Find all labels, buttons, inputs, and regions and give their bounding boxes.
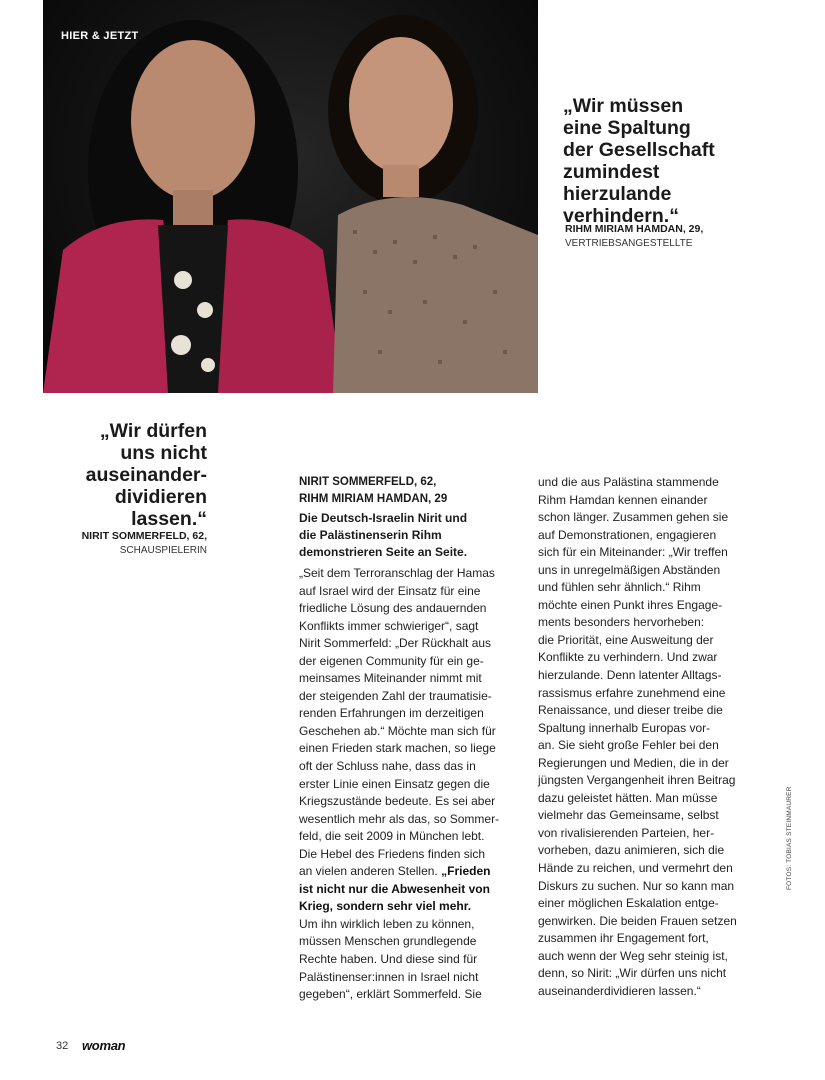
body-line: auch wenn der Weg sehr steinig ist,: [538, 948, 728, 963]
headline-line: RIHM MIRIAM HAMDAN, 29: [299, 493, 448, 505]
pull-quote-hamdan: [563, 95, 715, 227]
body-line: möchte einen Punkt ihres Engage-: [538, 597, 723, 612]
body-line: erster Linie einen Einsatz gegen die: [299, 776, 490, 791]
quote-line: hierzulande: [563, 183, 672, 205]
body-line: hierzulande. Denn latenter Alltags-: [538, 668, 722, 683]
quote-line: auseinander-: [85, 464, 207, 486]
body-line: und fühlen sehr ähnlich.“ Rihm: [538, 580, 701, 595]
credit-role: VERTRIEBSANGESTELLTE: [565, 238, 693, 249]
photo-credit: FOTOS: TOBIAS STEINMAURER: [786, 786, 793, 890]
body-line: oft der Schluss nahe, dass das in: [299, 759, 476, 774]
body-line: Hände zu reichen, und vermehrt den: [538, 861, 733, 876]
article-headline: [299, 474, 524, 508]
magazine-logo: woman: [82, 1038, 126, 1053]
quote-line: der Gesellschaft: [563, 139, 715, 161]
body-line: die Priorität, eine Ausweitung der: [538, 632, 714, 647]
quote-line: uns nicht: [120, 442, 207, 464]
body-line: Spaltung innerhalb Europas vor-: [538, 720, 711, 735]
body-line: ments besonders hervorheben:: [538, 615, 705, 630]
body-line: Nirit Sommerfeld: „Der Rückhalt aus: [299, 636, 492, 651]
body-line: Konflikte zu verhindern. Und zwar: [538, 650, 718, 665]
quote-line: eine Spaltung: [563, 117, 691, 139]
body-line-bold: [299, 881, 524, 899]
body-line: Die Hebel des Friedens finden sich: [299, 846, 486, 861]
body-line: Rihm Hamdan kennen einander: [538, 492, 708, 507]
article-column-1: [299, 565, 524, 1004]
body-line: der steigenden Zahl der traumatisie-: [299, 688, 492, 703]
body-text: an vielen anderen Stellen.: [299, 864, 438, 879]
body-line: sich für ein Miteinander: „Wir treffen: [538, 545, 728, 560]
body-line: Palästinenser:innen in Israel nicht: [299, 969, 479, 984]
body-line: Regierungen und Medien, die in der: [538, 755, 729, 770]
section-tag: HIER & JETZT: [61, 30, 139, 42]
credit-role: SCHAUSPIELERIN: [119, 545, 207, 556]
body-line: Geschehen ab.“ Möchte man sich für: [299, 723, 496, 738]
body-line: gegeben“, erklärt Sommerfeld. Sie: [299, 987, 482, 1002]
body-line: vorheben, dazu animieren, sich die: [538, 843, 725, 858]
body-line: jüngsten Vergangenheit ihren Beitrag: [538, 773, 736, 788]
body-line: zusammen ihr Engagement fort,: [538, 931, 709, 946]
portrait-photo: [43, 0, 538, 393]
body-line: einer möglichen Eskalation entge-: [538, 896, 719, 911]
headline-line: NIRIT SOMMERFELD, 62,: [299, 476, 437, 488]
body-line: der eigenen Community für ein ge-: [299, 653, 484, 668]
lead-line: die Palästinenserin Rihm: [299, 528, 442, 542]
body-line: Konflikts immer schwieriger“, sagt: [299, 618, 479, 633]
body-line: genwirken. Die beiden Frauen setzen: [538, 913, 737, 928]
body-line: Um ihn wirklich leben zu können,: [299, 916, 475, 931]
body-line: auf Demonstrationen, engagieren: [538, 527, 717, 542]
body-line: uns in unregelmäßigen Abständen: [538, 562, 721, 577]
body-line: schon länger. Zusammen gehen sie: [538, 510, 729, 525]
quote-line: verhindern.“: [563, 205, 679, 227]
body-line: wesentlich mehr als das, so Sommer-: [299, 811, 500, 826]
body-line: vielmehr das Gemeinsame, selbst: [538, 808, 719, 823]
body-line: Rechte haben. Und diese sind für: [299, 952, 478, 967]
body-line: Kriegszustände bedeute. Es sei aber: [299, 794, 496, 809]
body-line: dazu geleistet hätten. Man müsse: [538, 790, 718, 805]
body-line: Renaissance, und dieser treibe die: [538, 703, 723, 718]
body-line: renden Erfahrungen im derzeitigen: [299, 706, 484, 721]
body-line: von rivalisierenden Parteien, her-: [538, 825, 715, 840]
credit-name: RIHM MIRIAM HAMDAN, 29,: [565, 223, 704, 235]
body-bold: Krieg, sondern sehr viel mehr.: [299, 899, 472, 914]
quote-line: zumindest: [563, 161, 660, 183]
body-line: feld, die seit 2009 in München lebt.: [299, 829, 485, 844]
body-line: Diskurs zu suchen. Nur so kann man: [538, 878, 735, 893]
quote-line: „Wir dürfen: [99, 420, 207, 442]
quote-credit-sommerfeld: [82, 529, 207, 558]
portrait-illustration: [43, 0, 538, 393]
body-line: meinsames Miteinander nimmt mit: [299, 671, 482, 686]
body-bold: ist nicht nur die Abwesenheit von: [299, 881, 490, 896]
body-line: „Seit dem Terroranschlag der Hamas: [299, 566, 495, 580]
body-line: denn, so Nirit: „Wir dürfen uns nicht: [538, 966, 727, 981]
body-line: und die aus Palästina stammende: [538, 475, 719, 489]
body-line: an. Sie sieht große Fehler bei den: [538, 738, 719, 753]
lead-line: Die Deutsch-Israelin Nirit und: [299, 511, 468, 525]
body-line: auf Israel wird der Einsatz für eine: [299, 583, 481, 598]
body-line-mixed: [299, 863, 524, 881]
credit-name: NIRIT SOMMERFELD, 62,: [81, 530, 207, 542]
quote-credit-hamdan: [565, 222, 703, 251]
pull-quote-sommerfeld: [86, 420, 207, 530]
body-line: müssen Menschen grundlegende: [299, 934, 477, 949]
body-bold: „Frieden: [441, 864, 491, 879]
quote-line: dividieren: [114, 486, 207, 508]
body-line: friedliche Lösung des andauernden: [299, 601, 487, 616]
lead-line: demonstrieren Seite an Seite.: [299, 545, 468, 559]
page-number: 32: [56, 1040, 69, 1052]
body-line: auseinanderdividieren lassen.“: [538, 983, 701, 998]
body-line: rassismus erfahre zunehmend eine: [538, 685, 726, 700]
body-line: einen Frieden stark machen, so liege: [299, 741, 496, 756]
article-lead: [299, 510, 524, 561]
article-column-2: [538, 474, 778, 1000]
quote-line: lassen.“: [131, 508, 207, 530]
body-line-bold: [299, 898, 524, 916]
quote-line: „Wir müssen: [563, 95, 684, 117]
